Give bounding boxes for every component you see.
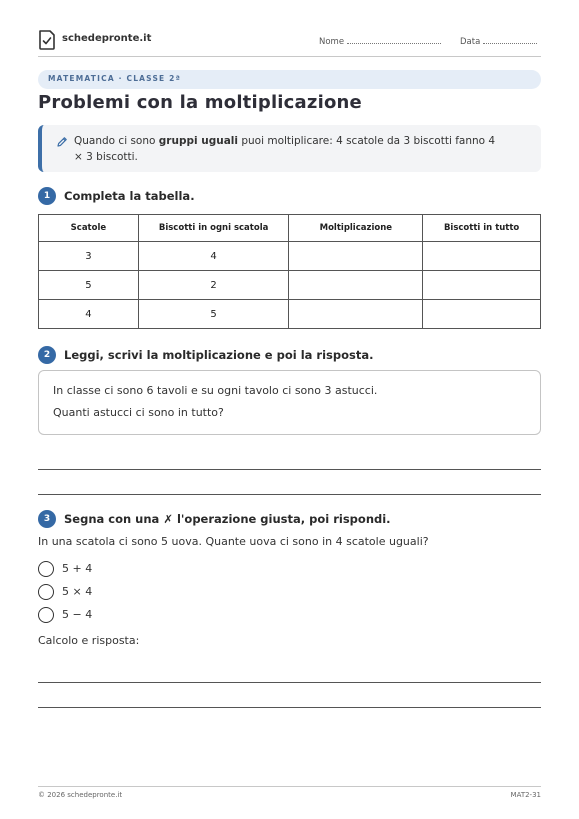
page-title: Problemi con la moltiplicazione xyxy=(38,92,362,113)
exercise-table xyxy=(38,214,541,329)
name-field[interactable] xyxy=(319,35,441,47)
cell-boxes: 3 xyxy=(39,242,139,271)
cell-per-box: 2 xyxy=(138,271,289,300)
question-2-number: 2 xyxy=(38,346,56,364)
category-banner xyxy=(38,70,541,89)
header-divider xyxy=(38,56,541,57)
cell-per-box: 4 xyxy=(138,242,289,271)
option-label: 5 − 4 xyxy=(62,608,93,621)
brand-name: schedepronte.it xyxy=(62,33,152,44)
answer-line[interactable] xyxy=(38,494,541,495)
hint-text-start: Quando ci sono xyxy=(74,135,159,147)
hint-text-end: puoi moltiplicare: 4 scatole da 3 biscotti fanno 4 × 3 biscotti. xyxy=(74,135,496,163)
page-header xyxy=(38,30,541,50)
cell-multiplication-answer[interactable] xyxy=(289,300,423,329)
cross-mark-icon: ✗ xyxy=(163,512,173,526)
question-3-number: 3 xyxy=(38,510,56,528)
date-field[interactable] xyxy=(460,35,537,47)
cell-total-answer[interactable] xyxy=(423,300,541,329)
footer-code: MAT2-31 xyxy=(510,791,541,799)
answer-line[interactable] xyxy=(38,469,541,470)
calc-label: Calcolo e risposta: xyxy=(38,634,140,647)
cell-total-answer[interactable] xyxy=(423,242,541,271)
cell-boxes: 4 xyxy=(39,300,139,329)
question-3-instruction xyxy=(64,512,391,526)
option-circle[interactable] xyxy=(38,584,54,600)
footer-divider xyxy=(38,786,541,787)
col-header-total: Biscotti in tutto xyxy=(423,215,541,242)
cell-multiplication-answer[interactable] xyxy=(289,242,423,271)
answer-line[interactable] xyxy=(38,707,541,708)
option-circle[interactable] xyxy=(38,607,54,623)
col-header-per-box: Biscotti in ogni scatola xyxy=(138,215,289,242)
hint-box xyxy=(38,125,541,172)
footer-copyright: © 2026 schedepronte.it xyxy=(38,791,123,799)
question-1-number: 1 xyxy=(38,187,56,205)
table-row xyxy=(39,242,541,271)
col-header-multiplication: Moltiplicazione xyxy=(289,215,423,242)
cell-boxes: 5 xyxy=(39,271,139,300)
question-1-instruction: Completa la tabella. xyxy=(64,189,195,203)
document-check-icon xyxy=(38,30,56,50)
problem-box xyxy=(38,370,541,435)
answer-line[interactable] xyxy=(38,682,541,683)
name-label: Nome xyxy=(319,37,345,47)
question-2-instruction: Leggi, scrivi la moltiplicazione e poi la risposta. xyxy=(64,348,374,362)
problem-line-1: In classe ci sono 6 tavoli e su ogni tavolo ci sono 3 astucci. xyxy=(53,384,378,397)
date-label: Data xyxy=(460,37,481,47)
option-label: 5 + 4 xyxy=(62,562,93,575)
category-label: MATEMATICA · CLASSE 2ª xyxy=(48,74,182,83)
table-header-row xyxy=(39,215,541,242)
cell-per-box: 5 xyxy=(138,300,289,329)
hint-bold: gruppi uguali xyxy=(158,135,238,147)
option-circle[interactable] xyxy=(38,561,54,577)
instruction-end: l'operazione giusta, poi rispondi. xyxy=(172,512,391,526)
table-row xyxy=(39,300,541,329)
cell-multiplication-answer[interactable] xyxy=(289,271,423,300)
hint-text xyxy=(74,133,504,165)
problem-line-2: Quanti astucci ci sono in tutto? xyxy=(53,406,224,419)
table-row xyxy=(39,271,541,300)
option-label: 5 × 4 xyxy=(62,585,93,598)
problem-text: In una scatola ci sono 5 uova. Quante uova ci sono in 4 scatole uguali? xyxy=(38,535,429,548)
instruction-start: Segna con una xyxy=(64,512,164,526)
cell-total-answer[interactable] xyxy=(423,271,541,300)
col-header-boxes: Scatole xyxy=(39,215,139,242)
pencil-icon xyxy=(56,136,68,148)
